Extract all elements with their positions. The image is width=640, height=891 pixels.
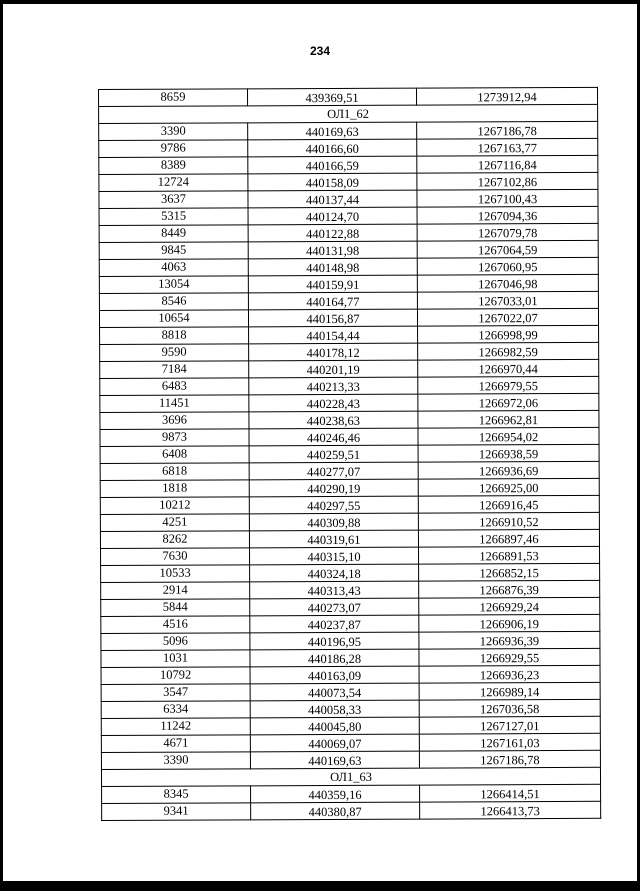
x-coordinate-cell: 440159,91 xyxy=(248,275,417,293)
table-row xyxy=(99,274,598,293)
coordinates-table xyxy=(98,87,601,821)
x-coordinate-cell: 440166,59 xyxy=(248,156,417,174)
point-number-cell: 10654 xyxy=(99,310,248,328)
table-row xyxy=(99,308,598,327)
y-coordinate-cell: 1266916,45 xyxy=(418,495,599,513)
table-row xyxy=(101,716,600,735)
point-number-cell: 9341 xyxy=(102,803,251,821)
table-row xyxy=(99,121,598,140)
table-row xyxy=(101,699,600,718)
table-row xyxy=(100,444,599,463)
point-number-cell: 8659 xyxy=(99,89,248,107)
scan-border-top xyxy=(0,0,640,4)
y-coordinate-cell: 1266936,69 xyxy=(418,461,599,479)
point-number-cell: 3390 xyxy=(99,123,248,141)
point-number-cell: 8389 xyxy=(99,157,248,175)
table-row xyxy=(99,257,598,276)
point-number-cell: 5844 xyxy=(101,599,250,617)
y-coordinate-cell: 1267094,36 xyxy=(417,206,598,224)
x-coordinate-cell: 440122,88 xyxy=(248,224,417,242)
y-coordinate-cell: 1266876,39 xyxy=(419,580,600,598)
x-coordinate-cell: 440196,95 xyxy=(250,632,419,650)
x-coordinate-cell: 440246,46 xyxy=(249,428,418,446)
point-number-cell: 8262 xyxy=(100,531,249,549)
y-coordinate-cell: 1266936,23 xyxy=(419,665,600,683)
scan-border-left xyxy=(0,0,3,891)
point-number-cell: 4671 xyxy=(101,735,250,753)
y-coordinate-cell: 1267102,86 xyxy=(417,172,598,190)
x-coordinate-cell: 440309,88 xyxy=(249,513,418,531)
point-number-cell: 7184 xyxy=(100,361,249,379)
x-coordinate-cell: 440277,07 xyxy=(249,462,418,480)
y-coordinate-cell: 1266954,02 xyxy=(418,427,599,445)
table-row xyxy=(99,172,598,191)
x-coordinate-cell: 440238,63 xyxy=(249,411,418,429)
y-coordinate-cell: 1266413,73 xyxy=(420,801,601,819)
table-row xyxy=(100,512,599,531)
point-number-cell: 9845 xyxy=(99,242,248,260)
y-coordinate-cell: 1266979,55 xyxy=(418,376,599,394)
y-coordinate-cell: 1267186,78 xyxy=(417,121,598,139)
x-coordinate-cell: 440324,18 xyxy=(250,564,419,582)
table-row xyxy=(99,223,598,242)
y-coordinate-cell: 1267046,98 xyxy=(417,274,598,292)
table-row xyxy=(101,733,600,752)
x-coordinate-cell: 440201,19 xyxy=(249,360,418,378)
x-coordinate-cell: 440163,09 xyxy=(250,666,419,684)
y-coordinate-cell: 1266852,15 xyxy=(419,563,600,581)
table-row xyxy=(101,665,600,684)
table-row xyxy=(101,750,600,769)
point-number-cell: 6408 xyxy=(100,446,249,464)
table-row xyxy=(101,563,600,582)
x-coordinate-cell: 440178,12 xyxy=(249,343,418,361)
table-row xyxy=(101,580,600,599)
point-number-cell: 3547 xyxy=(101,684,250,702)
group-label: ОЛ1_62 xyxy=(99,104,598,123)
group-label: ОЛ1_63 xyxy=(101,767,600,786)
point-number-cell: 10792 xyxy=(101,667,250,685)
y-coordinate-cell: 1267116,84 xyxy=(417,155,598,173)
point-number-cell: 9786 xyxy=(99,140,248,158)
y-coordinate-cell: 1266929,24 xyxy=(419,597,600,615)
y-coordinate-cell: 1267064,59 xyxy=(417,240,598,258)
point-number-cell: 11451 xyxy=(100,395,249,413)
y-coordinate-cell: 1267186,78 xyxy=(419,750,600,768)
point-number-cell: 5096 xyxy=(101,633,250,651)
y-coordinate-cell: 1266414,51 xyxy=(420,784,601,802)
y-coordinate-cell: 1266972,06 xyxy=(418,393,599,411)
point-number-cell: 10212 xyxy=(100,497,249,515)
point-number-cell: 7630 xyxy=(101,548,250,566)
table-row xyxy=(101,614,600,633)
x-coordinate-cell: 439369,51 xyxy=(248,88,417,106)
x-coordinate-cell: 440259,51 xyxy=(249,445,418,463)
table-row xyxy=(101,546,600,565)
point-number-cell: 4063 xyxy=(99,259,248,277)
table-row xyxy=(99,291,598,310)
table-row xyxy=(100,529,599,548)
y-coordinate-cell: 1267036,58 xyxy=(419,699,600,717)
point-number-cell: 1031 xyxy=(101,650,250,668)
x-coordinate-cell: 440297,55 xyxy=(249,496,418,514)
point-number-cell: 2914 xyxy=(101,582,250,600)
y-coordinate-cell: 1266998,99 xyxy=(418,325,599,343)
y-coordinate-cell: 1266906,19 xyxy=(419,614,600,632)
y-coordinate-cell: 1266925,00 xyxy=(418,478,599,496)
x-coordinate-cell: 440186,28 xyxy=(250,649,419,667)
table-group-header-row xyxy=(101,767,600,786)
y-coordinate-cell: 1267033,01 xyxy=(417,291,598,309)
x-coordinate-cell: 440228,43 xyxy=(249,394,418,412)
point-number-cell: 3696 xyxy=(100,412,249,430)
table-row xyxy=(100,478,599,497)
table-row xyxy=(101,631,600,650)
table-row xyxy=(99,240,598,259)
y-coordinate-cell: 1267022,07 xyxy=(417,308,598,326)
point-number-cell: 1818 xyxy=(100,480,249,498)
table-row xyxy=(100,359,599,378)
x-coordinate-cell: 440315,10 xyxy=(250,547,419,565)
table-row xyxy=(100,393,599,412)
coordinates-table-body xyxy=(99,87,601,820)
table-row xyxy=(100,427,599,446)
scan-border-bottom xyxy=(0,881,640,891)
y-coordinate-cell: 1266982,59 xyxy=(418,342,599,360)
point-number-cell: 6818 xyxy=(100,463,249,481)
table-group-header-row xyxy=(99,104,598,123)
table-row xyxy=(101,682,600,701)
table-row xyxy=(99,155,598,174)
x-coordinate-cell: 440058,33 xyxy=(250,700,419,718)
x-coordinate-cell: 440169,63 xyxy=(250,751,419,769)
x-coordinate-cell: 440124,70 xyxy=(248,207,417,225)
point-number-cell: 9590 xyxy=(100,344,249,362)
table-row xyxy=(99,138,598,157)
table-row xyxy=(99,206,598,225)
table-row xyxy=(100,495,599,514)
x-coordinate-cell: 440156,87 xyxy=(248,309,417,327)
x-coordinate-cell: 440273,07 xyxy=(250,598,419,616)
x-coordinate-cell: 440154,44 xyxy=(249,326,418,344)
x-coordinate-cell: 440131,98 xyxy=(248,241,417,259)
x-coordinate-cell: 440137,44 xyxy=(248,190,417,208)
y-coordinate-cell: 1273912,94 xyxy=(416,87,597,105)
x-coordinate-cell: 440359,16 xyxy=(251,785,420,803)
y-coordinate-cell: 1267060,95 xyxy=(417,257,598,275)
y-coordinate-cell: 1267161,03 xyxy=(419,733,600,751)
table-row xyxy=(99,87,598,106)
table-row xyxy=(100,410,599,429)
x-coordinate-cell: 440069,07 xyxy=(250,734,419,752)
y-coordinate-cell: 1266910,52 xyxy=(418,512,599,530)
point-number-cell: 8546 xyxy=(99,293,248,311)
x-coordinate-cell: 440164,77 xyxy=(248,292,417,310)
table-row xyxy=(100,461,599,480)
table-row xyxy=(102,801,601,820)
x-coordinate-cell: 440169,63 xyxy=(248,122,417,140)
point-number-cell: 12724 xyxy=(99,174,248,192)
table-row xyxy=(100,325,599,344)
x-coordinate-cell: 440158,09 xyxy=(248,173,417,191)
x-coordinate-cell: 440290,19 xyxy=(249,479,418,497)
x-coordinate-cell: 440148,98 xyxy=(248,258,417,276)
table-row xyxy=(101,648,600,667)
y-coordinate-cell: 1266897,46 xyxy=(418,529,599,547)
point-number-cell: 5315 xyxy=(99,208,248,226)
coordinates-table-wrapper xyxy=(98,87,601,821)
x-coordinate-cell: 440313,43 xyxy=(250,581,419,599)
point-number-cell: 8818 xyxy=(100,327,249,345)
table-row xyxy=(102,784,601,803)
point-number-cell: 8345 xyxy=(102,786,251,804)
page-number: 234 xyxy=(309,44,331,58)
point-number-cell: 3390 xyxy=(101,752,250,770)
y-coordinate-cell: 1266936,39 xyxy=(419,631,600,649)
point-number-cell: 3637 xyxy=(99,191,248,209)
point-number-cell: 11242 xyxy=(101,718,250,736)
y-coordinate-cell: 1267163,77 xyxy=(417,138,598,156)
x-coordinate-cell: 440237,87 xyxy=(250,615,419,633)
x-coordinate-cell: 440213,33 xyxy=(249,377,418,395)
point-number-cell: 6483 xyxy=(100,378,249,396)
point-number-cell: 10533 xyxy=(101,565,250,583)
x-coordinate-cell: 440380,87 xyxy=(251,802,420,820)
y-coordinate-cell: 1267079,78 xyxy=(417,223,598,241)
point-number-cell: 13054 xyxy=(99,276,248,294)
point-number-cell: 4516 xyxy=(101,616,250,634)
table-row xyxy=(100,342,599,361)
point-number-cell: 4251 xyxy=(100,514,249,532)
table-row xyxy=(100,376,599,395)
x-coordinate-cell: 440166,60 xyxy=(248,139,417,157)
x-coordinate-cell: 440073,54 xyxy=(250,683,419,701)
y-coordinate-cell: 1267100,43 xyxy=(417,189,598,207)
y-coordinate-cell: 1266938,59 xyxy=(418,444,599,462)
y-coordinate-cell: 1266989,14 xyxy=(419,682,600,700)
x-coordinate-cell: 440045,80 xyxy=(250,717,419,735)
table-row xyxy=(99,189,598,208)
table-row xyxy=(101,597,600,616)
x-coordinate-cell: 440319,61 xyxy=(249,530,418,548)
point-number-cell: 6334 xyxy=(101,701,250,719)
y-coordinate-cell: 1266891,53 xyxy=(419,546,600,564)
point-number-cell: 9873 xyxy=(100,429,249,447)
y-coordinate-cell: 1266929,55 xyxy=(419,648,600,666)
point-number-cell: 8449 xyxy=(99,225,248,243)
y-coordinate-cell: 1266970,44 xyxy=(418,359,599,377)
y-coordinate-cell: 1266962,81 xyxy=(418,410,599,428)
y-coordinate-cell: 1267127,01 xyxy=(419,716,600,734)
